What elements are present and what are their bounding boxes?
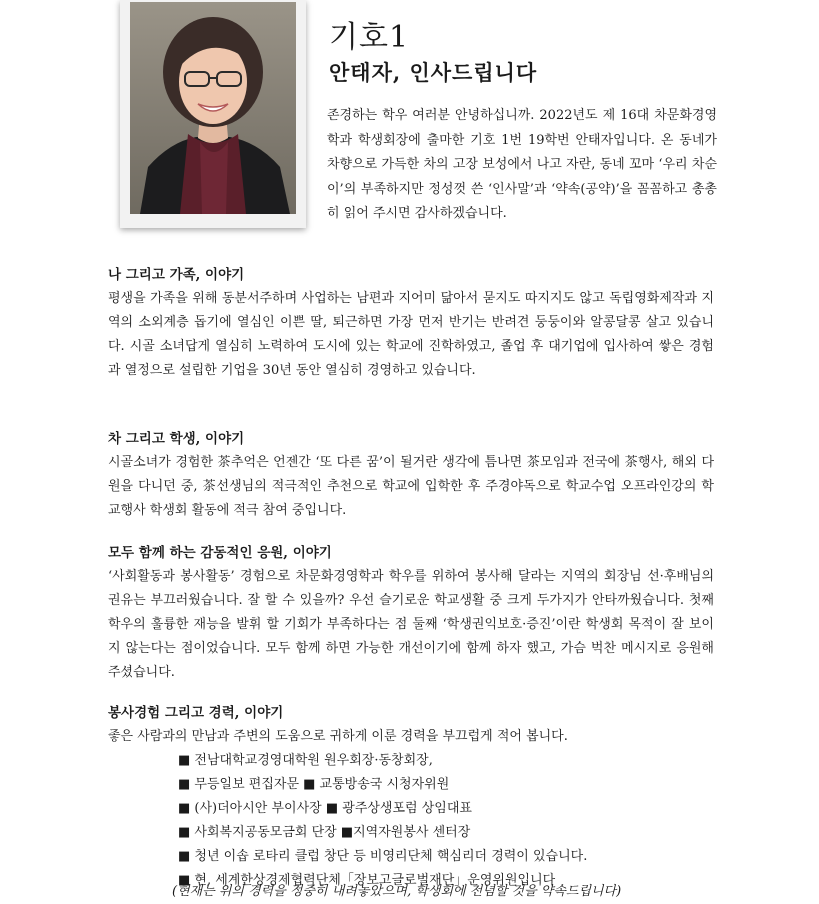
career-item: ■ 무등일보 편집자문 ■ 교통방송국 시청자위원 bbox=[178, 777, 450, 792]
candidate-photo-frame bbox=[120, 0, 306, 228]
career-item: ■ 전남대학교경영대학원 원우회장·동창회장, bbox=[178, 753, 433, 768]
section-title: 모두 함께 하는 감동적인 응원, 이야기 bbox=[108, 545, 332, 561]
career-item: ■ 청년 이솝 로타리 클럽 창단 등 비영리단체 핵심리더 경력이 있습니다. bbox=[178, 849, 588, 864]
section-body: ‘사회활동과 봉사활동’ 경험으로 차문화경영학과 학우를 위하여 봉사해 달라는 지역의 회장님 선·후배님의 권유는 부끄러웠습니다. 잘 할 수 있을까? 우선 슬기로운 학교생활 중 크게 두가지가 안타까웠습니다. 첫째 학우의 훌륭한 재능을 발휘 할 기회가 부족하다는 점 둘째 ‘학생권익보호·증진’이란 학생회 목적이 잘 보이지 않는다는 점이었습니다. 모두 함께 하면 가능한 개선이기에 함께 하자 했고, 가슴 벅찬 메시지로 응원해 주셨습니다. bbox=[108, 569, 714, 680]
candidate-number: 기호1 bbox=[329, 20, 410, 55]
section-title: 봉사경험 그리고 경력, 이야기 bbox=[108, 705, 284, 721]
closing-note: (현재는 위의 경력을 정중히 내려놓았으며, 학생회에 전념할 것을 약속드립니다) bbox=[172, 884, 622, 899]
section-tea-student bbox=[108, 427, 714, 523]
section-body: 시골소녀가 경험한 茶추억은 언젠간 ‘또 다른 꿈’이 될거란 생각에 틈나면 茶모임과 전국에 茶행사, 해외 다원을 다니던 중, 茶선생님의 적극적인 추천으로 학교에 입학한 후 주경야독으로 학교수업 오프라인강의 학교행사 학생회 활동에 적극 참여 중입니다. bbox=[108, 455, 714, 518]
career-item: ■ 현, 세계한상경제협력단체「장보고글로벌재단」운영위원입니다 bbox=[178, 873, 556, 888]
career-list bbox=[108, 749, 714, 893]
career-item: ■ (사)더아시안 부이사장 ■ 광주상생포럼 상임대표 bbox=[178, 801, 472, 816]
greeting-title: 안태자, 인사드립니다 bbox=[329, 60, 538, 85]
section-body: 평생을 가족을 위해 동분서주하며 사업하는 남편과 지어미 닮아서 묻지도 따지지도 않고 독립영화제작과 지역의 소외계층 돕기에 열심인 이쁜 딸, 퇴근하면 가장 먼저 반기는 반려견 둥둥이와 알콩달콩 살고 있습니다. 시골 소녀답게 열심히 노력하여 도시에 있는 학교에 진학하였고, 졸업 후 대기업에 입사하여 쌓은 경험과 열정으로 설립한 기업을 30년 동안 열심히 경영하고 있습니다. bbox=[108, 291, 714, 378]
section-title: 나 그리고 가족, 이야기 bbox=[108, 267, 245, 283]
section-support bbox=[108, 541, 714, 685]
section-career bbox=[108, 701, 714, 893]
career-item: ■ 사회복지공동모금회 단장 ■지역자원봉사 센터장 bbox=[178, 825, 471, 840]
section-title: 차 그리고 학생, 이야기 bbox=[108, 431, 245, 447]
candidate-photo bbox=[130, 2, 296, 214]
section-body: 좋은 사람과의 만남과 주변의 도움으로 귀하게 이룬 경력을 부끄럽게 적어 봅니다. bbox=[108, 729, 568, 744]
section-family bbox=[108, 263, 714, 383]
intro-paragraph: 존경하는 학우 여러분 안녕하십니까. 2022년도 제 16대 차문화경영학과 학생회장에 출마한 기호 1번 19학번 안태자입니다. 온 동네가 차향으로 가득한 차의 고장 보성에서 나고 자란, 동네 꼬마 ‘우리 차순이’의 부족하지만 정성껏 쓴 ‘인사말’과 ‘약속(공약)’을 꼼꼼하고 총총히 읽어 주시면 감사하겠습니다. bbox=[327, 108, 717, 221]
